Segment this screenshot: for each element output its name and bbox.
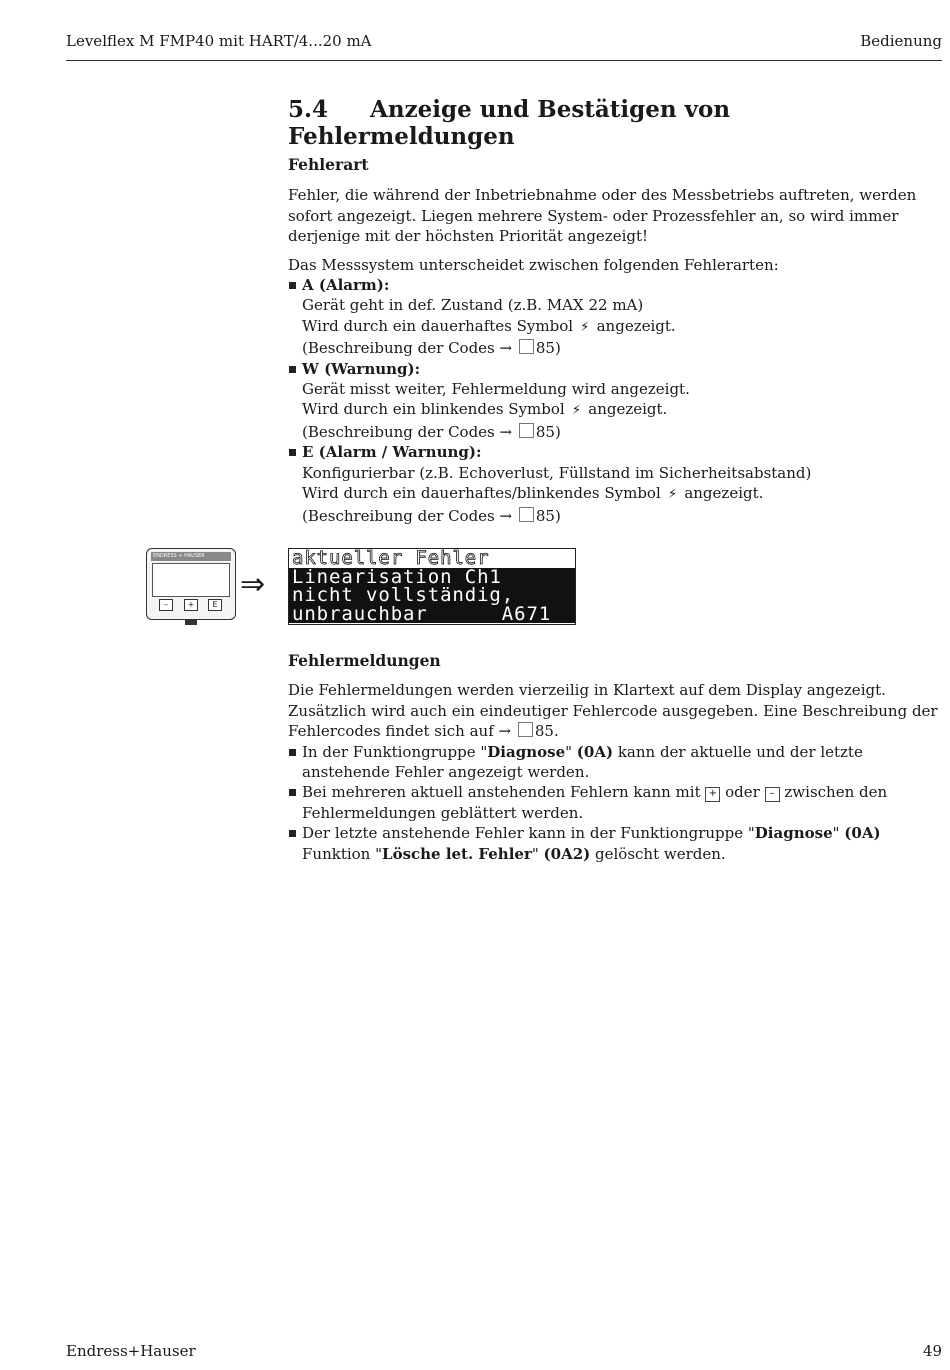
page-reference-icon bbox=[518, 722, 533, 737]
item-line: Gerät misst weiter, Fehlermeldung wird angezeigt. bbox=[302, 380, 690, 399]
item-line: Wird durch ein dauerhaftes/blinkendes Symbol bbox=[302, 484, 661, 503]
page-reference-icon bbox=[519, 423, 534, 438]
fehlermeldungen-heading: Fehlermeldungen bbox=[288, 651, 441, 670]
page-reference: 85. bbox=[534, 722, 559, 741]
page-header bbox=[66, 32, 942, 54]
device-screen bbox=[152, 563, 230, 597]
page-reference: 85) bbox=[535, 339, 561, 358]
item-line: angezeigt. bbox=[596, 316, 676, 335]
item-line: angezeigt. bbox=[684, 484, 764, 503]
lcd-line-1: aktueller Fehler bbox=[292, 549, 490, 568]
lcd-line-3: nicht vollständig, bbox=[289, 586, 575, 605]
page-reference: 85) bbox=[535, 506, 561, 525]
device-enter-key: E bbox=[208, 599, 222, 611]
bullet-blaettern: Bei mehreren aktuell anstehenden Fehlern kann mit + oder – zwischen den Fehlermeldungen geblättert werden. bbox=[288, 782, 944, 823]
device-brand-label: ENDRESS + HAUSER bbox=[151, 552, 231, 561]
implies-arrow-icon: ⇒ bbox=[240, 567, 266, 602]
item-line: Wird durch ein blinkendes Symbol bbox=[302, 400, 565, 419]
item-title: A (Alarm): bbox=[302, 276, 390, 295]
fehlerart-intro: Fehler, die während der Inbetriebnahme oder des Messbetriebs auftreten, werden sofort angezeigt. Liegen mehrere System- oder Prozessfehler an, so wird immer derjenige mit der höchsten Priorität angezeigt! bbox=[288, 186, 917, 246]
page-number: 49 bbox=[922, 1342, 942, 1360]
page-footer bbox=[66, 1342, 942, 1360]
lcd-line-2: Linearisation Ch1 bbox=[289, 568, 575, 587]
fehlerart-item-alarm-warnung bbox=[288, 442, 944, 526]
section-heading: Anzeige und Bestätigen von Fehlermeldungen bbox=[288, 96, 731, 150]
item-line: Konfigurierbar (z.B. Echoverlust, Füllstand im Sicherheitsabstand) bbox=[302, 463, 812, 482]
footer-company: Endress+Hauser bbox=[66, 1342, 196, 1360]
fehlerart-list-intro: Das Messsystem unterscheidet zwischen folgenden Fehlerarten: bbox=[288, 255, 779, 274]
item-line: (Beschreibung der Codes → bbox=[302, 506, 513, 525]
fehlerart-heading: Fehlerart bbox=[288, 155, 369, 174]
minus-key-icon: – bbox=[765, 787, 780, 802]
error-symbol-icon: ⚡ bbox=[667, 487, 678, 503]
device-display-module-illustration bbox=[146, 548, 236, 620]
lcd-display bbox=[288, 548, 576, 625]
device-minus-key: – bbox=[159, 599, 173, 611]
item-line: Gerät geht in def. Zustand (z.B. MAX 22 mA) bbox=[302, 296, 644, 315]
device-connector bbox=[185, 619, 197, 625]
fehlerart-item-alarm bbox=[288, 275, 944, 359]
fehlermeldungen-block bbox=[288, 651, 944, 864]
lcd-line-4 bbox=[289, 605, 575, 624]
item-line: Wird durch ein dauerhaftes Symbol bbox=[302, 316, 574, 335]
page-reference-icon bbox=[519, 507, 534, 522]
item-line: (Beschreibung der Codes → bbox=[302, 422, 513, 441]
bullet-diagnose: In der Funktiongruppe "Diagnose" (0A) kann der aktuelle und der letzte anstehende Fehler angezeigt werden. bbox=[288, 742, 944, 783]
fehlerart-item-warnung bbox=[288, 359, 944, 443]
section-title bbox=[288, 96, 950, 150]
header-chapter: Bedienung bbox=[860, 32, 942, 50]
item-line: (Beschreibung der Codes → bbox=[302, 339, 513, 358]
intro-text: Die Fehlermeldungen werden vierzeilig in Klartext auf dem Display angezeigt. Zusätzlich wird auch ein eindeutiger Fehlercode ausgegeben. Eine Beschreibung der Fehlercodes findet sich auf → bbox=[288, 681, 938, 741]
lcd-error-code: A671 bbox=[501, 604, 552, 623]
header-document-title: Levelflex M FMP40 mit HART/4...20 mA bbox=[66, 32, 372, 50]
fehlermeldungen-intro bbox=[288, 680, 944, 741]
item-title: E (Alarm / Warnung): bbox=[302, 443, 482, 462]
fehlerart-block bbox=[288, 155, 944, 526]
error-symbol-icon: ⚡ bbox=[571, 403, 582, 419]
plus-key-icon: + bbox=[705, 787, 720, 802]
header-rule bbox=[66, 60, 942, 61]
device-plus-key: + bbox=[184, 599, 198, 611]
item-line: angezeigt. bbox=[588, 400, 668, 419]
page-reference: 85) bbox=[535, 422, 561, 441]
lcd-status-text: unbrauchbar bbox=[292, 604, 428, 623]
item-title: W (Warnung): bbox=[302, 359, 421, 378]
bullet-loeschen: Der letzte anstehende Fehler kann in der Funktiongruppe "Diagnose" (0A) Funktion "Lösche let. Fehler" (0A2) gelöscht werden. bbox=[288, 823, 944, 864]
page-reference-icon bbox=[519, 339, 534, 354]
error-symbol-icon: ⚡ bbox=[580, 319, 590, 335]
section-number: 5.4 bbox=[288, 96, 329, 123]
